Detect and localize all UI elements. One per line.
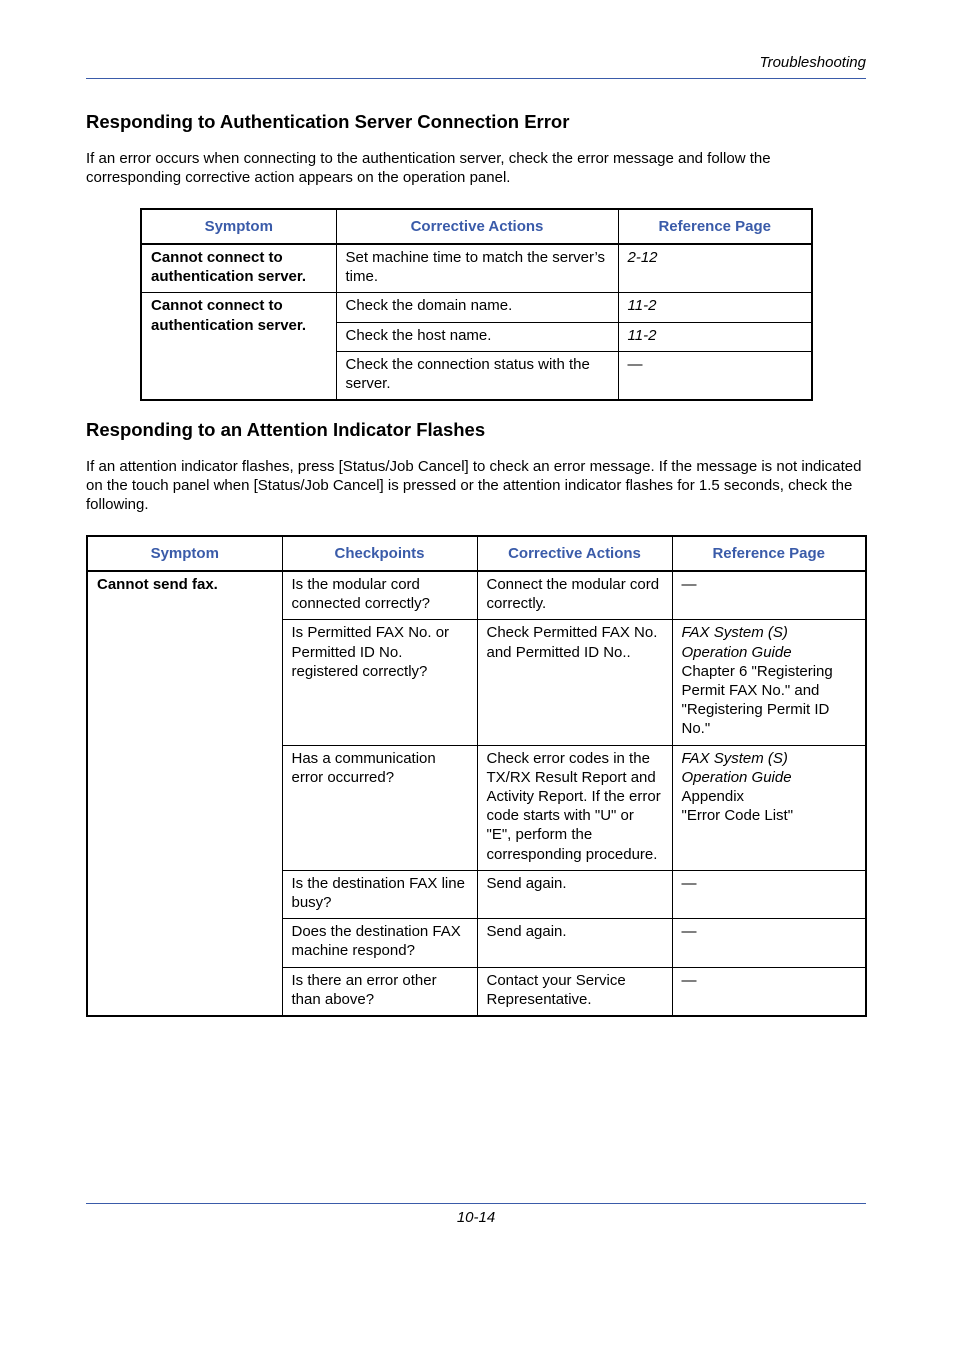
running-header: Troubleshooting bbox=[759, 54, 866, 71]
corrective-action-cell: Check the domain name. bbox=[336, 293, 618, 322]
column-header-symptom: Symptom bbox=[141, 209, 336, 244]
section-intro-auth-server: If an error occurs when connecting to the authentication server, check the error message and follow the corresponding corrective action appears on the operation panel. bbox=[86, 150, 771, 187]
reference-chapter: Chapter 6 "Registering Permit FAX No." and "Registering Permit ID No." bbox=[681, 662, 833, 738]
table-header-row bbox=[141, 209, 812, 244]
corrective-action-cell: Check error codes in the TX/RX Result Report and Activity Report. If the error code starts with "U" or "E", perform the corresponding procedure. bbox=[477, 745, 672, 870]
footer-rule bbox=[86, 1203, 866, 1204]
section-intro-attention-indicator: If an attention indicator flashes, press [Status/Job Cancel] to check an error message. If the message is not indicated on the touch panel when [Status/Job Cancel] is pressed or the attention indicator flashes for 1.5 seconds, check the following. bbox=[86, 458, 862, 514]
reference-guide-subtitle: Operation Guide bbox=[681, 768, 792, 786]
checkpoint-cell: Is the destination FAX line busy? bbox=[282, 870, 477, 918]
reference-page-cell: — bbox=[618, 351, 812, 400]
reference-page-cell: 11-2 bbox=[618, 322, 812, 351]
auth-server-error-table bbox=[140, 208, 813, 401]
symptom-cell: Cannot connect to authentication server. bbox=[141, 293, 336, 400]
checkpoint-cell: Has a communication error occurred? bbox=[282, 745, 477, 870]
corrective-action-cell: Check Permitted FAX No. and Permitted ID No.. bbox=[477, 620, 672, 745]
reference-page-cell bbox=[672, 620, 866, 745]
section-heading-auth-server: Responding to Authentication Server Connection Error bbox=[86, 111, 570, 132]
column-header-reference-page: Reference Page bbox=[618, 209, 812, 244]
corrective-action-cell: Check the connection status with the server. bbox=[336, 351, 618, 400]
reference-page-cell: 11-2 bbox=[618, 293, 812, 322]
column-header-corrective-actions: Corrective Actions bbox=[477, 536, 672, 571]
fax-troubleshooting-table bbox=[86, 535, 867, 1017]
symptom-cell: Cannot send fax. bbox=[87, 571, 282, 1016]
reference-page-cell: — bbox=[672, 919, 866, 967]
corrective-action-cell: Contact your Service Representative. bbox=[477, 967, 672, 1016]
header-rule bbox=[86, 78, 866, 79]
reference-page-cell: 2-12 bbox=[618, 244, 812, 293]
table-row bbox=[141, 293, 812, 322]
table-row bbox=[141, 244, 812, 293]
section-heading-attention-indicator: Responding to an Attention Indicator Flashes bbox=[86, 419, 486, 440]
reference-guide-title: FAX System (S) bbox=[681, 749, 788, 767]
checkpoint-cell: Is the modular cord connected correctly? bbox=[282, 571, 477, 620]
column-header-checkpoints: Checkpoints bbox=[282, 536, 477, 571]
corrective-action-cell: Send again. bbox=[477, 919, 672, 967]
corrective-action-cell: Connect the modular cord correctly. bbox=[477, 571, 672, 620]
reference-page-cell: — bbox=[672, 571, 866, 620]
symptom-cell: Cannot connect to authentication server. bbox=[141, 244, 336, 293]
table-row bbox=[87, 571, 866, 620]
corrective-action-cell: Check the host name. bbox=[336, 322, 618, 351]
column-header-corrective-actions: Corrective Actions bbox=[336, 209, 618, 244]
column-header-reference-page: Reference Page bbox=[672, 536, 866, 571]
page-number: 10-14 bbox=[456, 1209, 496, 1226]
checkpoint-cell: Is Permitted FAX No. or Permitted ID No. registered correctly? bbox=[282, 620, 477, 745]
reference-page-cell: — bbox=[672, 967, 866, 1016]
column-header-symptom: Symptom bbox=[87, 536, 282, 571]
table-header-row bbox=[87, 536, 866, 571]
reference-guide-subtitle: Operation Guide bbox=[681, 643, 792, 661]
reference-page-cell: — bbox=[672, 870, 866, 918]
corrective-action-cell: Send again. bbox=[477, 870, 672, 918]
reference-appendix-title: "Error Code List" bbox=[681, 807, 794, 825]
corrective-action-cell: Set machine time to match the server’s time. bbox=[336, 244, 618, 293]
checkpoint-cell: Does the destination FAX machine respond? bbox=[282, 919, 477, 967]
reference-guide-title: FAX System (S) bbox=[681, 624, 788, 642]
reference-page-cell bbox=[672, 745, 866, 870]
reference-appendix: Appendix bbox=[681, 788, 745, 806]
checkpoint-cell: Is there an error other than above? bbox=[282, 967, 477, 1016]
